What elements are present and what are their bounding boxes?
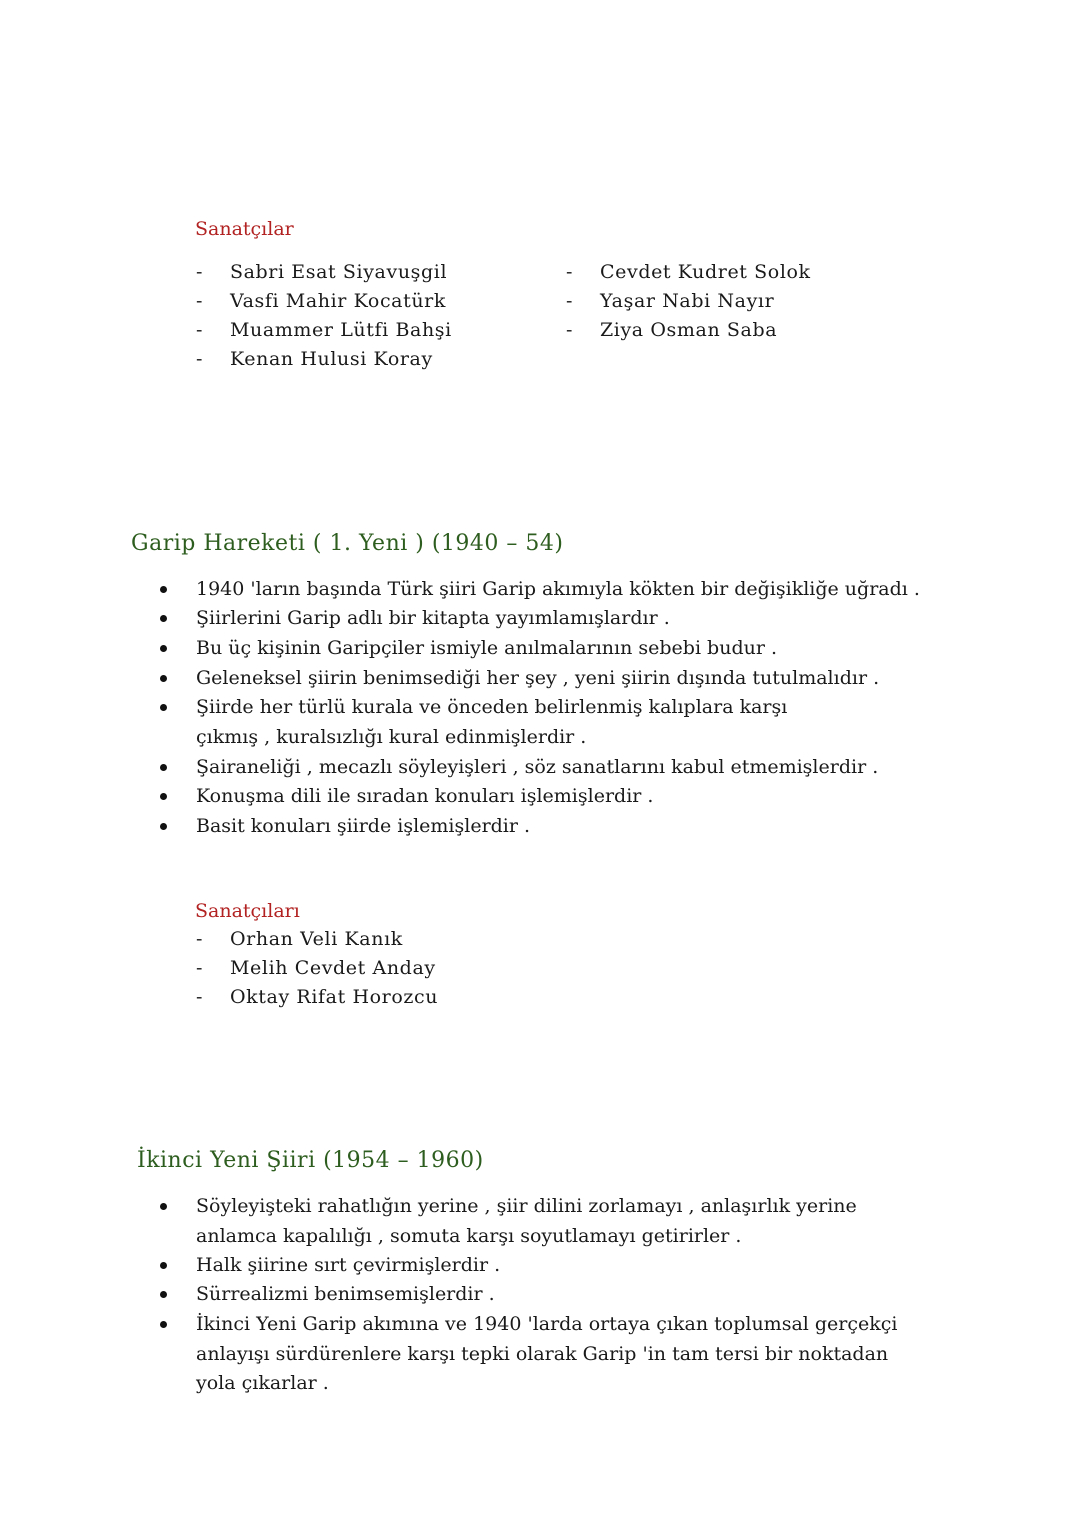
list-item: 1940 'ların başında Türk şiiri Garip akımıyla kökten bir değişikliğe uğradı . bbox=[160, 575, 940, 605]
list-item: Konuşma dili ile sıradan konuları işlemişlerdir . bbox=[160, 782, 940, 812]
garip-section-title: Garip Hareketi ( 1. Yeni ) (1940 – 54) bbox=[131, 531, 564, 556]
garip-artist-item: - Oktay Rifat Horozcu bbox=[196, 986, 439, 1008]
ikinci-yeni-section-title: İkinci Yeni Şiiri (1954 – 1960) bbox=[137, 1148, 484, 1173]
right-artist-item: - Yaşar Nabi Nayır bbox=[566, 290, 775, 312]
list-item: İkinci Yeni Garip akımına ve 1940 'larda ortaya çıkan toplumsal gerçekçi anlayışı sürdürenlere karşı tepki olarak Garip 'in tam tersi bir noktadan yola çıkarlar . bbox=[160, 1310, 930, 1399]
list-item: Bu üç kişinin Garipçiler ismiyle anılmalarının sebebi budur . bbox=[160, 634, 940, 664]
list-item: Söyleyişteki rahatlığın yerine , şiir dilini zorlamayı , anlaşırlık yerine anlamca kapalılığı , somuta karşı soyutlamayı getirirler . bbox=[160, 1192, 930, 1251]
list-item: Sürrealizmi benimsemişlerdir . bbox=[160, 1280, 940, 1310]
bullet-icon bbox=[160, 764, 167, 771]
garip-artist-item: - Melih Cevdet Anday bbox=[196, 957, 436, 979]
right-artist-item: - Ziya Osman Saba bbox=[566, 319, 778, 341]
bullet-icon bbox=[160, 675, 167, 682]
bullet-icon bbox=[160, 704, 167, 711]
bullet-icon bbox=[160, 1291, 167, 1298]
left-artist-item: - Sabri Esat Siyavuşgil bbox=[196, 261, 448, 283]
section1-heading: Sanatçılar bbox=[195, 218, 294, 240]
bullet-icon bbox=[160, 823, 167, 830]
bullet-icon bbox=[160, 615, 167, 622]
bullet-icon bbox=[160, 645, 167, 652]
bullet-icon bbox=[160, 586, 167, 593]
left-artist-item: - Vasfi Mahir Kocatürk bbox=[196, 290, 446, 312]
bullet-icon bbox=[160, 1203, 167, 1210]
list-item: Şiirlerini Garip adlı bir kitapta yayımlamışlardır . bbox=[160, 604, 940, 634]
list-item: Geleneksel şiirin benimsediği her şey , yeni şiirin dışında tutulmalıdır . bbox=[160, 664, 940, 694]
list-item: Basit konuları şiirde işlemişlerdir . bbox=[160, 812, 940, 842]
bullet-icon bbox=[160, 1321, 167, 1328]
bullet-icon bbox=[160, 1262, 167, 1269]
list-item: Halk şiirine sırt çevirmişlerdir . bbox=[160, 1251, 940, 1281]
right-artist-item: - Cevdet Kudret Solok bbox=[566, 261, 811, 283]
bullet-icon bbox=[160, 793, 167, 800]
garip-artist-item: - Orhan Veli Kanık bbox=[196, 928, 403, 950]
left-artist-item: - Kenan Hulusi Koray bbox=[196, 348, 433, 370]
list-item: Şiirde her türlü kurala ve önceden belirlenmiş kalıplara karşı çıkmış , kuralsızlığı kural edinmişlerdir . bbox=[160, 693, 850, 752]
list-item: Şairaneliği , mecazlı söyleyişleri , söz sanatlarını kabul etmemişlerdir . bbox=[160, 753, 940, 783]
left-artist-item: - Muammer Lütfi Bahşi bbox=[196, 319, 452, 341]
garip-artists-heading: Sanatçıları bbox=[195, 900, 300, 922]
